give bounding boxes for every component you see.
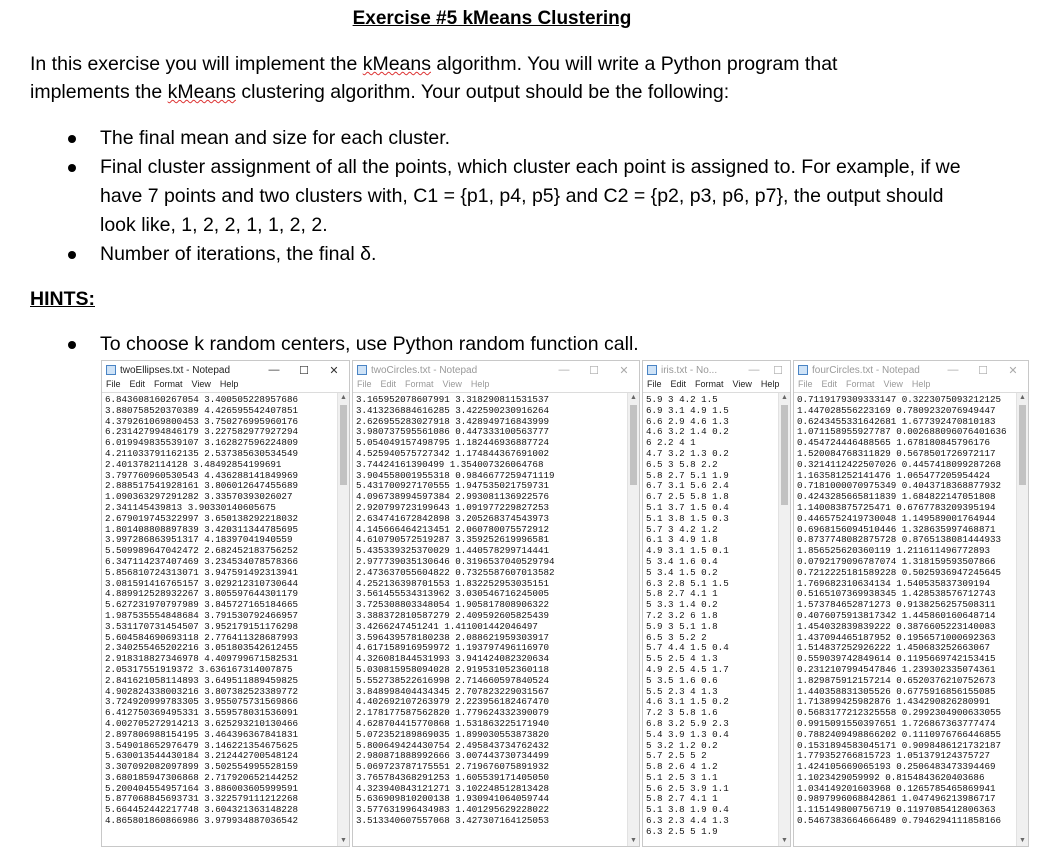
text-line: 6.3 2.5 5 1.9 xyxy=(646,825,718,837)
text-content[interactable] xyxy=(646,395,776,846)
text-line: 6.412750369495331 3.559578031536091 xyxy=(105,707,298,719)
text-line: 1.071158955927787 0.002688096076401636 xyxy=(797,426,1007,438)
text-line: 5.856810724313071 3.947591492313941 xyxy=(105,566,298,578)
text-line: 5.664452442217748 3.604321363148228 xyxy=(105,804,298,816)
text-line: 4.610790572519287 3.359252619996581 xyxy=(356,534,549,546)
minimize-icon[interactable]: — xyxy=(558,364,570,376)
window-title: twoCircles.txt - Notepad xyxy=(371,364,478,376)
text-line: 5.630013544430184 3.212442700548124 xyxy=(105,750,298,762)
text-line: 0.4076075913817342 1.445860160648714 xyxy=(797,609,996,621)
text-line: 5.4 3.9 1.3 0.4 xyxy=(646,728,729,740)
text-line: 5.200404554957164 3.886003605999591 xyxy=(105,782,298,794)
menu-bar xyxy=(794,379,1028,392)
menu-view[interactable]: View xyxy=(191,379,211,389)
text-line: 6.5 3 5.8 2.2 xyxy=(646,458,718,470)
window-titlebar[interactable] xyxy=(353,361,639,379)
scrollbar[interactable] xyxy=(337,393,349,846)
text-line: 5.5 2.3 4 1.3 xyxy=(646,685,718,697)
text-line: 5.1 3.8 1.9 0.4 xyxy=(646,804,729,816)
text-line: 1.514837252926222 1.450683252663067 xyxy=(797,642,990,654)
text-line: 5.1 3.8 1.5 0.3 xyxy=(646,512,729,524)
text-content[interactable] xyxy=(356,395,625,846)
text-content[interactable] xyxy=(105,395,335,846)
notepad-icon xyxy=(798,365,808,375)
text-line: 5.069723787175551 2.719676075891932 xyxy=(356,761,549,773)
menu-bar xyxy=(643,379,790,392)
window-titlebar[interactable] xyxy=(643,361,790,379)
text-line: 3.904558001955318 0.9846677259471119 xyxy=(356,469,555,481)
menu-file[interactable]: File xyxy=(106,379,121,389)
text-line: 2.634741672842898 3.205268374543973 xyxy=(356,512,549,524)
text-line: 5.509989647042472 2.682452183756252 xyxy=(105,545,298,557)
scroll-down-icon[interactable]: ▼ xyxy=(630,837,637,844)
notepad-window-iris[interactable] xyxy=(642,360,791,847)
text-line: 5.072352189869035 1.899030553873820 xyxy=(356,728,549,740)
intro-line-1 xyxy=(30,50,990,78)
spellcheck-word: kMeans xyxy=(362,53,431,75)
notepad-window-twoellipses[interactable] xyxy=(101,360,350,847)
bullet-icon xyxy=(68,135,76,143)
text-line: 2.178177587562820 1.779624332390079 xyxy=(356,707,549,719)
text-line: 4.6 3.2 1.4 0.2 xyxy=(646,426,729,438)
text-line: 4.889912528932267 3.805597644301179 xyxy=(105,588,298,600)
text-line: 3.848998404434345 2.707823229031567 xyxy=(356,685,549,697)
text-line: 3.513340607557068 3.427307164125053 xyxy=(356,815,549,827)
text-line: 6.5 3 5.2 2 xyxy=(646,631,707,643)
bullet-icon xyxy=(68,164,76,172)
text-line: 3.880758520370389 4.426595542407851 xyxy=(105,404,298,416)
text-line: 0.7181000070975349 0.4043718368877932 xyxy=(797,480,1001,492)
menu-bar xyxy=(353,379,639,392)
text-line: 4.617158916959972 1.193797496116970 xyxy=(356,642,549,654)
scroll-down-icon[interactable]: ▼ xyxy=(781,837,788,844)
text-line: 1.437094465187952 0.1956571000692363 xyxy=(797,631,996,643)
text-area[interactable] xyxy=(102,392,349,846)
maximize-icon[interactable]: ☐ xyxy=(978,364,988,377)
intro-text: algorithm. You will write a Python program that xyxy=(431,53,838,75)
scroll-up-icon[interactable]: ▲ xyxy=(630,394,637,401)
text-line: 6.843608160267054 3.400505228957686 xyxy=(105,395,298,405)
text-line: 5 3.5 1.6 0.6 xyxy=(646,674,718,686)
menu-format[interactable]: Format xyxy=(154,379,183,389)
menu-view[interactable]: View xyxy=(883,379,903,389)
text-line: 4.211033791162135 2.537385630534549 xyxy=(105,447,298,459)
text-line: 3.765784368291253 1.605539171405050 xyxy=(356,771,549,783)
text-line: 6.347114237407469 3.234534078578366 xyxy=(105,555,298,567)
text-line: 0.6243455331642681 1.677392470810183 xyxy=(797,415,996,427)
text-line: 5.877068845693731 3.322579111212268 xyxy=(105,793,298,805)
text-line: 1.801408808897839 3.420311344785695 xyxy=(105,523,298,535)
window-title: twoEllipses.txt - Notepad xyxy=(120,364,231,376)
menu-format[interactable]: Format xyxy=(695,379,724,389)
text-area[interactable] xyxy=(643,392,790,846)
text-line: 1.779352766815723 1.051379124375727 xyxy=(797,750,990,762)
scrollbar[interactable] xyxy=(778,393,790,846)
text-line: 1.440358831305526 0.6775916856155085 xyxy=(797,685,996,697)
text-line: 0.454724446488565 1.678180845796176 xyxy=(797,437,990,449)
text-line: 6.7 3.1 5.6 2.4 xyxy=(646,480,729,492)
notepad-window-twocircles[interactable] xyxy=(352,360,640,847)
text-line: 3.165952078607991 3.318290811531537 xyxy=(356,395,549,405)
menu-view[interactable]: View xyxy=(442,379,462,389)
text-line: 6.9 3.1 4.9 1.5 xyxy=(646,404,729,416)
scrollbar[interactable] xyxy=(1016,393,1028,846)
list-item-text: Number of iterations, the final δ. xyxy=(100,243,377,265)
text-line: 4.902824338003216 3.807382523389772 xyxy=(105,685,298,697)
text-line: 0.5467383664666489 0.7946294111858166 xyxy=(797,815,1001,827)
text-content[interactable] xyxy=(797,395,1014,846)
text-line: 6.3 2.8 5.1 1.5 xyxy=(646,577,729,589)
text-line: 5.7 3 4.2 1.2 xyxy=(646,523,718,535)
menu-file[interactable]: File xyxy=(798,379,813,389)
text-line: 1.520084768311829 0.5678501726972117 xyxy=(797,447,996,459)
bullet-icon xyxy=(68,251,76,259)
text-area[interactable] xyxy=(794,392,1028,846)
text-line: 5.800649424430754 2.495843734762432 xyxy=(356,739,549,751)
text-line: 5.030815958094028 2.919531052360118 xyxy=(356,663,549,675)
menu-help[interactable]: Help xyxy=(760,379,780,389)
text-line: 5.5 2.5 4 1.3 xyxy=(646,653,718,665)
text-line: 6.7 2.5 5.8 1.8 xyxy=(646,491,729,503)
text-line: 4.6 3.1 1.5 0.2 xyxy=(646,696,729,708)
text-line: 1.115149800756719 0.1197085412806363 xyxy=(797,804,996,816)
text-line: 6.1 3 4.9 1.8 xyxy=(646,534,718,546)
minimize-icon[interactable]: — xyxy=(268,364,280,376)
text-line: 5.7 2.5 5 2 xyxy=(646,750,707,762)
hint-text: To choose k random centers, use Python random function call. xyxy=(100,333,639,355)
text-line: 6.019949835539107 3.162827596224809 xyxy=(105,437,298,449)
text-line: 4.7 3.2 1.3 0.2 xyxy=(646,447,729,459)
text-line: 1.987535554848684 3.791530792466957 xyxy=(105,609,298,621)
menu-edit[interactable]: Edit xyxy=(670,379,687,389)
menu-edit[interactable]: Edit xyxy=(129,379,146,389)
menu-format[interactable]: Format xyxy=(405,379,434,389)
text-line: 4.252136398701553 1.832252953035151 xyxy=(356,577,549,589)
window-titlebar[interactable] xyxy=(102,361,349,379)
hints-heading: HINTS: xyxy=(30,288,95,310)
text-line: 1.090363297291282 3.33570393026027 xyxy=(105,491,293,503)
text-line: 1.713899425982876 1.434290826280991 xyxy=(797,696,990,708)
text-line: 3.797760960530543 4.436288141849969 xyxy=(105,469,298,481)
text-line: 7.2 3.2 6 1.8 xyxy=(646,609,718,621)
text-line: 1.856525620360119 1.211611496772893 xyxy=(797,545,990,557)
text-line: 5.1 2.5 3 1.1 xyxy=(646,771,718,783)
text-line: 5.054049157498795 1.182446936887724 xyxy=(356,437,549,449)
text-line: 6.6 2.9 4.6 1.3 xyxy=(646,415,729,427)
text-line: 4.002705272914213 3.625293210130466 xyxy=(105,717,298,729)
text-line: 5.604584690693118 2.776411328687993 xyxy=(105,631,298,643)
menu-format[interactable]: Format xyxy=(846,379,875,389)
close-icon[interactable]: ✕ xyxy=(329,364,339,377)
text-line: 3.680185947306868 2.717920652144252 xyxy=(105,771,298,783)
scrollbar-thumb[interactable] xyxy=(1019,405,1026,485)
text-line: 3.413236884616285 3.422590230916264 xyxy=(356,404,549,416)
notepad-icon xyxy=(647,365,657,375)
text-line: 1.140083875725471 0.6767783209395194 xyxy=(797,501,996,513)
text-line: 3.531170731454507 3.952179151176298 xyxy=(105,620,298,632)
spellcheck-word: kMeans xyxy=(167,81,236,103)
minimize-icon[interactable]: — xyxy=(748,364,760,376)
text-line: 4.326081844531993 3.941424082320634 xyxy=(356,653,549,665)
text-line: 1.573784652871273 0.9138256257508311 xyxy=(797,599,996,611)
menu-file[interactable]: File xyxy=(647,379,662,389)
intro-text: In this exercise you will implement the xyxy=(30,53,363,75)
scroll-up-icon[interactable]: ▲ xyxy=(781,394,788,401)
menu-view[interactable]: View xyxy=(732,379,752,389)
text-line: 0.8737748082875728 0.8765138081444933 xyxy=(797,534,1001,546)
text-line: 5.6 2.5 3.9 1.1 xyxy=(646,782,729,794)
scroll-up-icon[interactable]: ▲ xyxy=(340,394,347,401)
text-line: 5.9 3 4.2 1.5 xyxy=(646,395,718,405)
text-line: 3.4266247451241 1.411001442046497 xyxy=(356,620,538,632)
text-line: 5.435339325370029 1.440578299714441 xyxy=(356,545,549,557)
text-line: 2.473637055604822 0.7325587607013582 xyxy=(356,566,555,578)
text-line: 0.0792179096787074 1.318159593507866 xyxy=(797,555,996,567)
text-line: 5.8 2.7 4.1 1 xyxy=(646,588,718,600)
text-line: 3.577631996434983 1.401295629228022 xyxy=(356,804,549,816)
menu-file[interactable]: File xyxy=(357,379,372,389)
menu-edit[interactable]: Edit xyxy=(380,379,397,389)
text-line: 7.2 3 5.8 1.6 xyxy=(646,707,718,719)
bullet-icon xyxy=(68,341,76,349)
list-item-text: Final cluster assignment of all the points, which cluster each point is assigned to. For example, if we have 7 points and two clusters with, C1 = {p1, p4, p5} and C2 = {p2, p3, p6, p7}, the output should look like, 1, 2, 2, 1, 1, 2, 2. xyxy=(100,156,961,236)
text-line: 0.4243285665811839 1.684822147051808 xyxy=(797,491,996,503)
text-line: 6.8 3.2 5.9 2.3 xyxy=(646,717,729,729)
text-line: 4.525940575727342 1.174844367691002 xyxy=(356,447,549,459)
scroll-down-icon[interactable]: ▼ xyxy=(340,837,347,844)
text-line: 3.980737595561086 0.447333100563777 xyxy=(356,426,549,438)
notepad-icon xyxy=(357,365,367,375)
text-line: 5 3.4 1.6 0.4 xyxy=(646,555,718,567)
text-line: 5 3.3 1.4 0.2 xyxy=(646,599,718,611)
text-line: 5.8 2.7 4.1 1 xyxy=(646,793,718,805)
window-titlebar[interactable] xyxy=(794,361,1028,379)
scroll-down-icon[interactable]: ▼ xyxy=(1019,837,1026,844)
text-line: 4.9 3.1 1.5 0.1 xyxy=(646,545,729,557)
scroll-up-icon[interactable]: ▲ xyxy=(1019,394,1026,401)
menu-help[interactable]: Help xyxy=(911,379,931,389)
text-line: 4.402692107263979 2.223956182467470 xyxy=(356,696,549,708)
intro-paragraph xyxy=(30,50,990,106)
maximize-icon[interactable]: ☐ xyxy=(299,364,309,377)
text-line: 1.1023429059992 0.8154843620403686 xyxy=(797,771,985,783)
text-line: 6 2.2 4 1 xyxy=(646,437,696,449)
text-line: 5 3.4 1.5 0.2 xyxy=(646,566,718,578)
text-line: 5.8 2.7 5.1 1.9 xyxy=(646,469,729,481)
intro-text: clustering algorithm. Your output should be the following: xyxy=(235,81,730,103)
text-line: 3.74424161390499 1.354007326064768 xyxy=(356,458,544,470)
text-line: 1.454032839839222 0.3876605223140083 xyxy=(797,620,996,632)
menu-help[interactable]: Help xyxy=(219,379,239,389)
text-line: 0.7212225181589228 0.5025936947245645 xyxy=(797,566,1001,578)
text-line: 0.4465752419730048 1.149589001764944 xyxy=(797,512,996,524)
text-line: 3.561455534313962 3.030546716245005 xyxy=(356,588,549,600)
text-area[interactable] xyxy=(353,392,639,846)
text-line: 4.145666464213451 2.060780075572912 xyxy=(356,523,549,535)
scrollbar-thumb[interactable] xyxy=(781,405,788,505)
text-line: 2.4013782114128 3.48492854199691 xyxy=(105,458,282,470)
text-line: 0.559039742849614 0.1195669742153415 xyxy=(797,653,996,665)
text-line: 3.081591416765157 3.029212310730644 xyxy=(105,577,298,589)
text-line: 5.9 3 5.1 1.8 xyxy=(646,620,718,632)
text-line: 4.323940843121271 3.102248512813428 xyxy=(356,782,549,794)
text-line: 0.7119179309333147 0.3223075093212125 xyxy=(797,395,1001,405)
text-line: 5.636909810200138 1.930941064059744 xyxy=(356,793,549,805)
window-title: iris.txt - No... xyxy=(661,364,718,376)
text-line: 2.897806988154195 3.464396367841831 xyxy=(105,728,298,740)
menu-edit[interactable]: Edit xyxy=(821,379,838,389)
text-line: 0.9915091550397651 1.726867363777474 xyxy=(797,717,996,729)
text-line: 1.447028556223169 0.7809232076949447 xyxy=(797,404,996,416)
menu-bar xyxy=(102,379,349,392)
text-line: 2.920799723199643 1.091977229827253 xyxy=(356,501,549,513)
text-line: 0.5683177212325558 0.2992304900633055 xyxy=(797,707,1001,719)
text-line: 4.379261069800453 3.750276995960176 xyxy=(105,415,298,427)
close-icon[interactable]: ✕ xyxy=(1008,364,1018,377)
text-line: 4.9 2.5 4.5 1.7 xyxy=(646,663,729,675)
list-item-text: The final mean and size for each cluster. xyxy=(100,127,451,149)
text-line: 3.724920999783305 3.955075731569866 xyxy=(105,696,298,708)
text-line: 3.549018652976479 3.146221354675625 xyxy=(105,739,298,751)
scrollbar-thumb[interactable] xyxy=(630,405,637,485)
document-title: Exercise #5 kMeans Clustering xyxy=(352,8,632,29)
minimize-icon[interactable]: — xyxy=(947,364,959,376)
text-line: 4.096738994597384 2.993081136922576 xyxy=(356,491,549,503)
text-line: 2.626955283027918 3.428949716843999 xyxy=(356,415,549,427)
text-line: 5 3.2 1.2 0.2 xyxy=(646,739,718,751)
text-line: 2.841621058114893 3.649511889459825 xyxy=(105,674,298,686)
text-line: 0.2312107994547846 1.239302335074361 xyxy=(797,663,996,675)
close-icon[interactable]: ✕ xyxy=(619,364,629,377)
text-line: 5.8 2.6 4 1.2 xyxy=(646,761,718,773)
text-line: 5.431700927170555 1.947535021759731 xyxy=(356,480,549,492)
maximize-icon[interactable]: ☐ xyxy=(773,364,783,377)
notepad-icon xyxy=(106,365,116,375)
text-line: 5.7 4.4 1.5 0.4 xyxy=(646,642,729,654)
text-line: 3.997286863951317 4.18397041940559 xyxy=(105,534,293,546)
text-line: 6.231427994846179 3.227582977927294 xyxy=(105,426,298,438)
text-line: 2.341145439813 3.90330140605675 xyxy=(105,501,276,513)
text-line: 0.3214112422507026 0.4457418099287268 xyxy=(797,458,1001,470)
text-line: 2.977739035130646 0.3196537040529794 xyxy=(356,555,555,567)
text-line: 0.9897996068842861 1.047496213986717 xyxy=(797,793,996,805)
text-line: 2.679019745322997 3.650138292218032 xyxy=(105,512,298,524)
notepad-window-fourcircles[interactable] xyxy=(793,360,1029,847)
window-title: fourCircles.txt - Notepad xyxy=(812,364,920,376)
text-line: 1.163581252141476 1.065477205954424 xyxy=(797,469,990,481)
text-line: 5.1 3.7 1.5 0.4 xyxy=(646,501,729,513)
text-line: 3.596439578180238 2.088621959303917 xyxy=(356,631,549,643)
text-line: 0.7882409498866202 0.1110976766446855 xyxy=(797,728,1001,740)
text-line: 3.307092082097899 3.502554995528159 xyxy=(105,761,298,773)
text-line: 1.424105669065193 0.2506483473394469 xyxy=(797,761,996,773)
text-line: 1.769682310634134 1.540535837309194 xyxy=(797,577,990,589)
text-line: 4.628704415770868 1.531863225171940 xyxy=(356,717,549,729)
maximize-icon[interactable]: ☐ xyxy=(589,364,599,377)
text-line: 4.865801860866986 3.979934887036542 xyxy=(105,815,298,827)
text-line: 2.05317551919372 3.636167314007875 xyxy=(105,663,293,675)
text-line: 6.3 2.3 4.4 1.3 xyxy=(646,815,729,827)
intro-line-2 xyxy=(30,78,990,106)
text-line: 3.388372810587279 2.409592605825439 xyxy=(356,609,549,621)
text-line: 0.6968156094510446 1.328635997468871 xyxy=(797,523,996,535)
text-line: 3.725308803348054 1.905817808906322 xyxy=(356,599,549,611)
text-line: 5.552738522616998 2.714660597840524 xyxy=(356,674,549,686)
text-line: 5.627231970797989 3.845727165184665 xyxy=(105,599,298,611)
text-line: 2.340255465202216 3.051803542612455 xyxy=(105,642,298,654)
text-line: 0.1531894583045171 0.9098486121732187 xyxy=(797,739,1001,751)
text-line: 2.980871888992666 3.007443730734499 xyxy=(356,750,549,762)
intro-text: implements the xyxy=(30,81,168,103)
text-line: 1.034149201603968 0.1265785465869941 xyxy=(797,782,996,794)
menu-help[interactable]: Help xyxy=(470,379,490,389)
text-line: 1.829875912157214 0.6520376210752673 xyxy=(797,674,996,686)
text-line: 2.918318827346978 4.409799671582531 xyxy=(105,653,298,665)
scrollbar[interactable] xyxy=(627,393,639,846)
text-line: 2.888517541928161 3.806012647455689 xyxy=(105,480,298,492)
scrollbar-thumb[interactable] xyxy=(340,405,347,485)
text-line: 0.5165107369938345 1.428538576712743 xyxy=(797,588,996,600)
